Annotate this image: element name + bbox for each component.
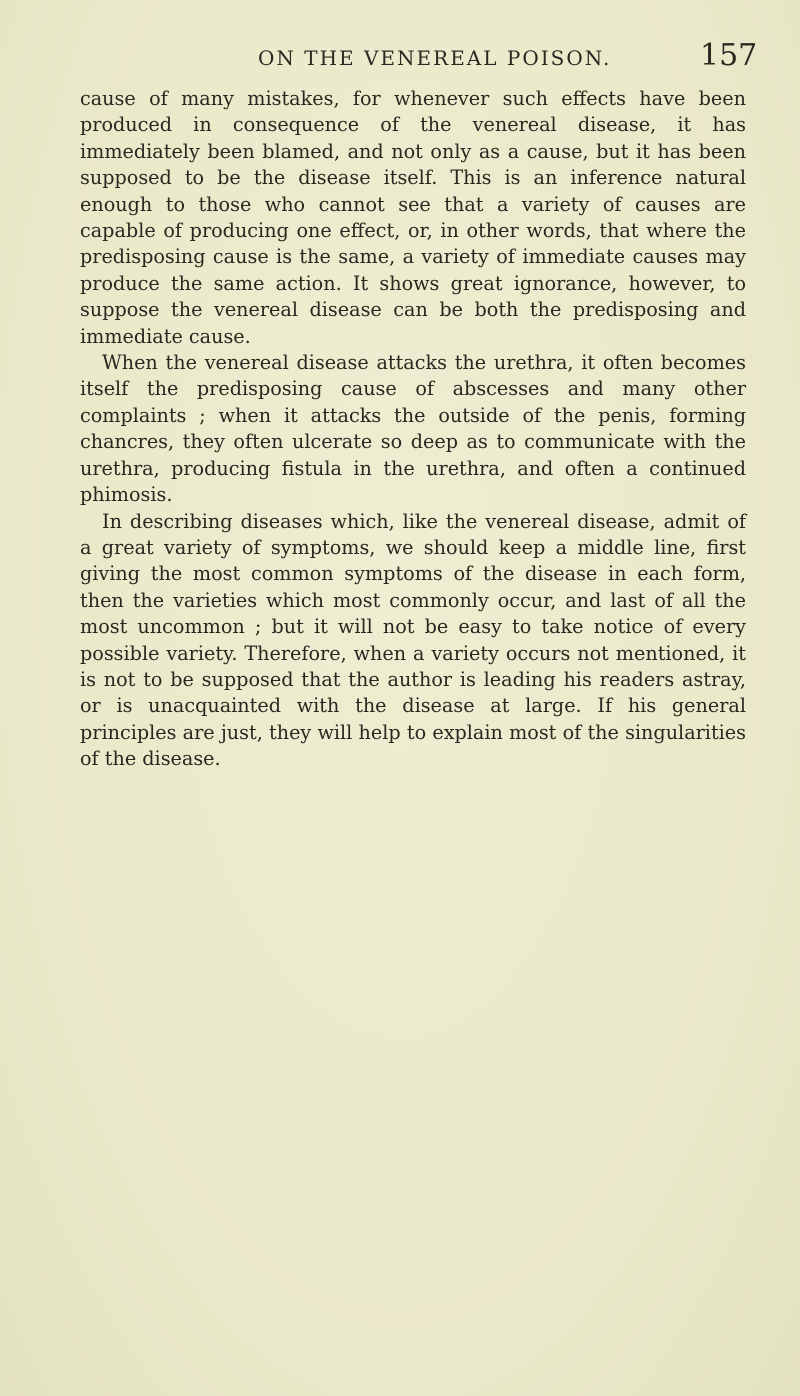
page-number: 157 bbox=[700, 38, 758, 73]
paragraph-3: In describing diseases which, like the venereal disease, admit of a great variety of symptoms, we should keep a middle line, first giving the most common symptoms of the disease in each form, then the varieties which most commonly occur, and last of all the most uncommon ; but it will not be easy to take notice of every possible variety. Therefore, when a variety occurs not mentioned, it is not to be supposed that the author is leading his readers astray, or is unacquainted with the disease at large. If his general principles are just, they will help to explain most of the singularities of the disease. bbox=[80, 509, 746, 771]
paragraph-1: cause of many mistakes, for whenever such effects have been produced in consequence of the venereal disease, it has immediately been blamed, and not only as a cause, but it has been supposed to be the disease itself. This is an inference natural enough to those who cannot see that a variety of causes are capable of producing one effect, or, in other words, that where the predisposing cause is the same, a variety of immediate causes may produce the same action. It shows great ignorance, however, to suppose the venereal disease can be both the predisposing and immediate cause. bbox=[80, 87, 746, 348]
body-text bbox=[80, 86, 746, 773]
paragraph-2: When the venereal disease attacks the urethra, it often becomes itself the predisposing cause of abscesses and many other complaints ; when it attacks the outside of the penis, forming chancres, they often ulcerate so deep as to communicate with the urethra, producing fistula in the urethra, and often a continued phimosis. bbox=[80, 351, 746, 507]
running-head: ON THE VENEREAL POISON. bbox=[258, 46, 612, 70]
